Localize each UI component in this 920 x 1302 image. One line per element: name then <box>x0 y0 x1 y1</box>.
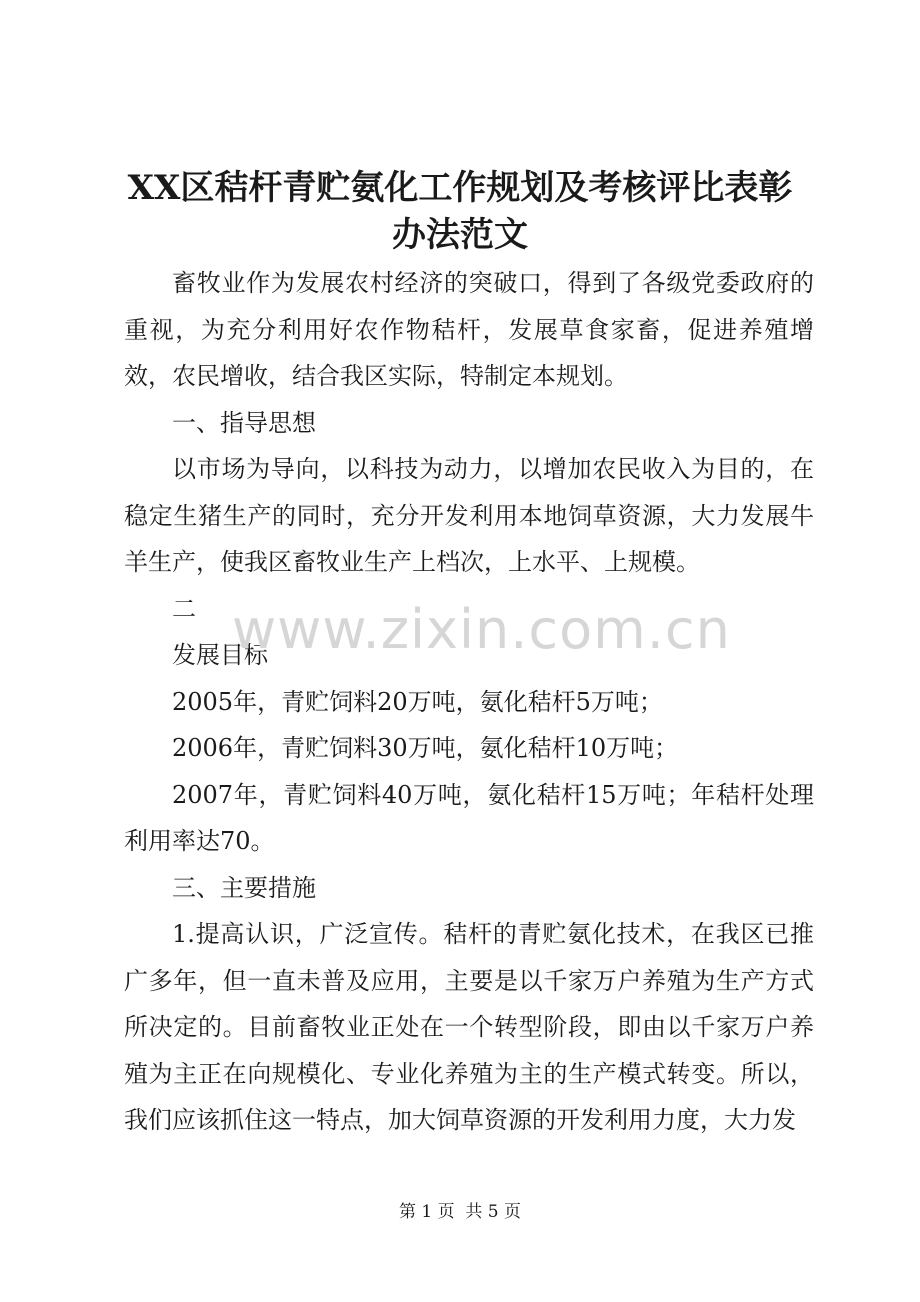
section-heading-guiding-ideology: 一、指导思想 <box>172 408 316 437</box>
goal-2006: 2006年，青贮饲料30万吨，氨化秸杆10万吨； <box>172 734 679 762</box>
goal-2007: 2007年，青贮饲料40万吨，氨化秸杆15万吨；年秸杆处理利用率达70。 <box>124 780 814 855</box>
goal-2005: 2005年，青贮饲料20万吨，氨化秸杆5万吨； <box>172 687 663 716</box>
section-heading-main-measures: 三、主要措施 <box>172 873 316 902</box>
document-title-line1: XX区秸杆青贮氨化工作规划及考核评比表彰 <box>127 168 793 208</box>
section-number-two: 二 <box>172 594 196 623</box>
document-title-line2: 办法范文 <box>392 215 528 255</box>
document-body <box>124 260 814 1144</box>
watermark: www.zixin.com.cn <box>232 598 731 661</box>
paragraph-intro: 畜牧业作为发展农村经济的突破口，得到了各级党委政府的重视，为充分利用好农作物秸杆，发展草食家畜，促进养殖增效，农民增收，结合我区实际，特制定本规划。 <box>124 269 814 390</box>
paragraph-guiding-ideology: 以市场为导向，以科技为动力，以增加农民收入为目的，在稳定生猪生产的同时，充分开发利用本地饲草资源，大力发展牛羊生产，使我区畜牧业生产上档次，上水平、上规模。 <box>124 455 814 576</box>
page-footer: 第 1 页 共 5 页 <box>398 1202 522 1222</box>
paragraph-measure-1: 1.提高认识，广泛宣传。秸杆的青贮氨化技术，在我区已推广多年，但一直未普及应用，主要是以千家万户养殖为生产方式所决定的。目前畜牧业正处在一个转型阶段，即由以千家万户养殖为主正在向规模化、专业化养殖为主的生产模式转变。所以，我们应该抓住这一特点，加大饲草资源的开发利用力度，大力发 <box>124 920 814 1134</box>
section-heading-development-goals: 发展目标 <box>172 641 268 669</box>
